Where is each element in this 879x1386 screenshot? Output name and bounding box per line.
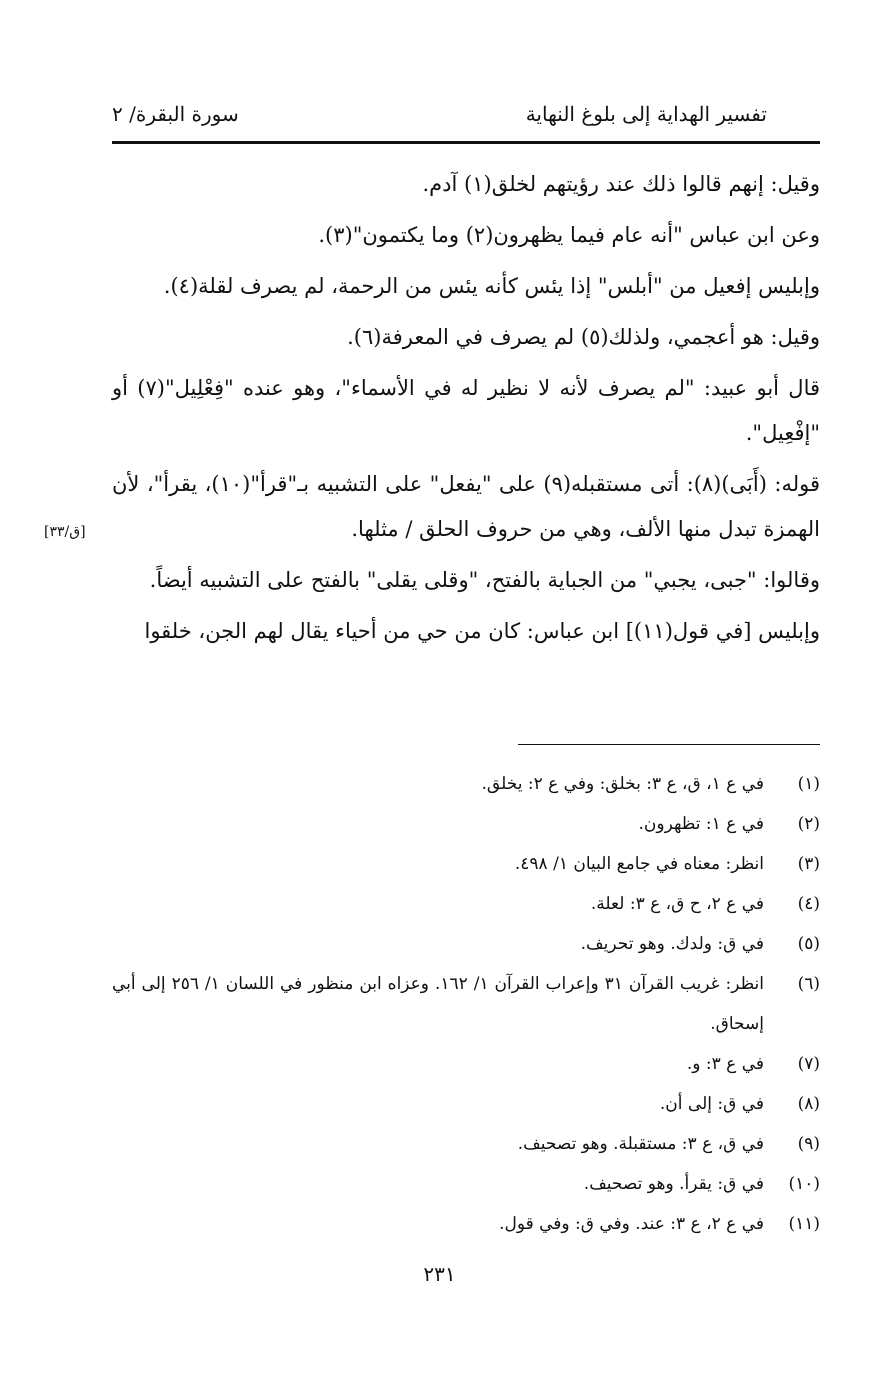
footnote-number: (١١) [788,1214,820,1234]
footnote-number: (٩) [797,1134,820,1154]
surah-label: سورة البقرة/ ٢ [112,102,239,126]
paragraph: وقالوا: "جبى، يجبي" من الجباية بالفتح، "وقلى يقلى" بالفتح على التشبيه أيضاً. [149,568,820,592]
footnote-number: (٣) [797,854,820,874]
footnote [112,844,820,884]
footnote [112,804,820,844]
footnote-text: في ع ١، ق، ع ٣: بخلق: وفي ع ٢: يخلق. [481,774,764,794]
footnote-number: (٧) [797,1054,820,1074]
footnote-divider [518,744,820,745]
footnote-number: (٢) [797,814,820,834]
footnote-text: انظر: غريب القرآن ٣١ وإعراب القرآن ١/ ١٦٢. وعزاه ابن منظور في اللسان ١/ ٢٥٦ إلى أبي إسحاق. [112,974,765,1034]
footnote [112,1164,820,1204]
paragraph: قوله: (أَبَى)(٨): أتى مستقبله(٩) على "يفعل" على التشبيه بـ"قرأ"(١٠)، يقرأ"، لأن الهمزة تبدل منها الألف، وهي من حروف الحلق / مثلها. [112,472,820,541]
footnote-text: في ق: إلى أن. [659,1094,764,1114]
footnotes [112,764,820,1244]
footnote [112,1044,820,1084]
footnote-text: انظر: معناه في جامع البيان ١/ ٤٩٨. [514,854,764,874]
page-number: ٢٣١ [423,1262,456,1286]
paragraph: وإبليس إفعيل من "أبلس" إذا يئس كأنه يئس من الرحمة، لم يصرف لقلة(٤). [163,274,820,298]
footnote [112,924,820,964]
footnote [112,1204,820,1244]
footnote-number: (٨) [797,1094,820,1114]
footnote-text: في ع ١: تظهرون. [638,814,764,834]
paragraph: وقيل: إنهم قالوا ذلك عند رؤيتهم لخلق(١) آدم. [422,172,820,196]
footnote [112,1124,820,1164]
paragraph: قال أبو عبيد: "لم يصرف لأنه لا نظير له في الأسماء"، وهو عنده "فِعْلِيل"(٧) أو "إفْعِيل". [112,376,821,445]
footnote-text: في ع ٣: و. [686,1054,764,1074]
footnote-number: (١) [797,774,820,794]
paragraph: وإبليس [في قول(١١)] ابن عباس: كان من حي من أحياء يقال لهم الجن، خلقوا [144,619,820,643]
footnote-number: (٥) [797,934,820,954]
manuscript-folio-marker: [ق/٣٣] [44,524,86,540]
book-title: تفسير الهداية إلى بلوغ النهاية [525,102,767,126]
footnote [112,964,820,1044]
footnote [112,764,820,804]
footnote-number: (٦) [797,974,820,994]
paragraph: وعن ابن عباس "أنه عام فيما يظهرون(٢) وما يكتمون"(٣). [318,223,820,247]
footnote-text: في ق، ع ٣: مستقبلة. وهو تصحيف. [517,1134,764,1154]
footnote-number: (٤) [797,894,820,914]
main-text [112,162,820,660]
footnote-text: في ع ٢، ح ق، ع ٣: لعلة. [590,894,764,914]
footnote [112,1084,820,1124]
footnote [112,884,820,924]
footnote-text: في ع ٢، ع ٣: عند. وفي ق: وفي قول. [499,1214,764,1234]
footnote-number: (١٠) [788,1174,820,1194]
paragraph: وقيل: هو أعجمي، ولذلك(٥) لم يصرف في المعرفة(٦). [347,325,820,349]
footnote-text: في ق: يقرأ. وهو تصحيف. [583,1174,764,1194]
footnote-text: في ق: ولدك. وهو تحريف. [580,934,764,954]
header-divider [112,141,820,144]
